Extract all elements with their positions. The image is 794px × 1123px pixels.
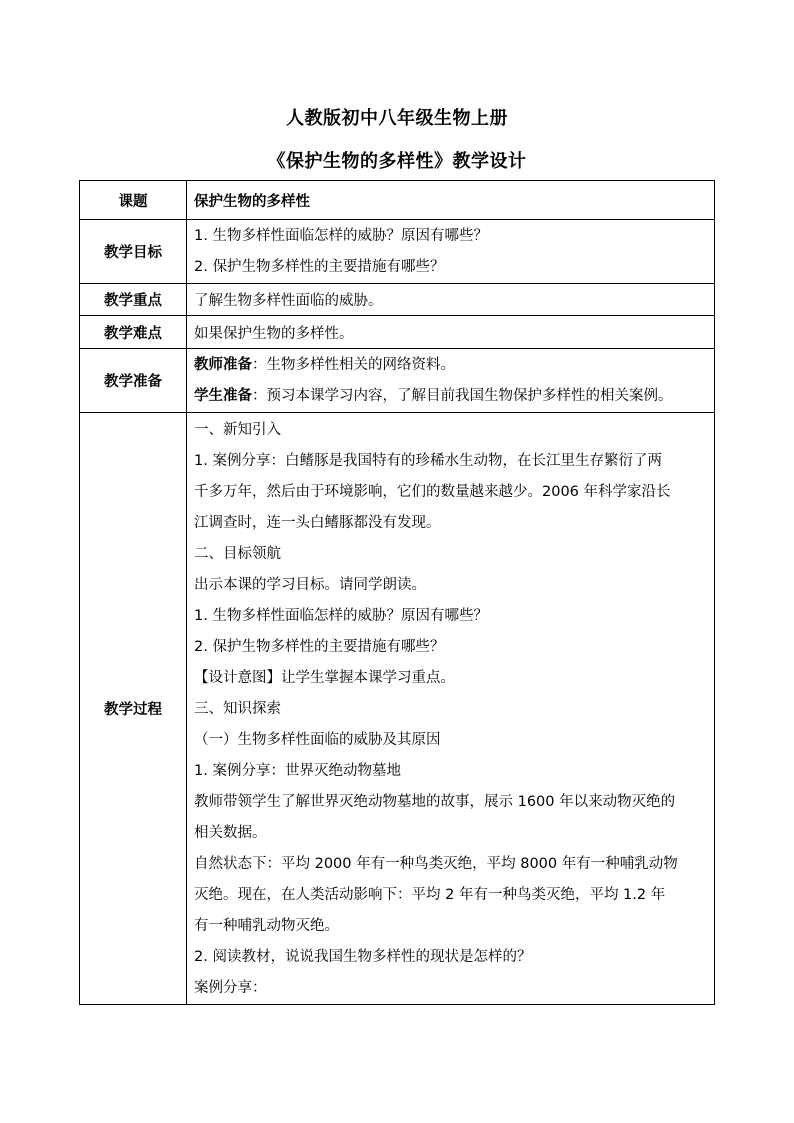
- process-line: 江调查时，连一头白鳍豚都没有发现。: [194, 514, 441, 531]
- process-line: 三、知识探索: [194, 700, 281, 717]
- teacher-preparation: [194, 350, 708, 381]
- goals-content: [187, 220, 715, 284]
- preparation-content: [187, 349, 715, 413]
- key-point-value: 了解生物多样性面临的威胁。: [187, 284, 715, 316]
- table-row-topic: [80, 181, 715, 220]
- difficulty-value: 如果保护生物的多样性。: [187, 316, 715, 349]
- process-line: 一、新知引入: [194, 421, 281, 438]
- process-line: 有一种哺乳动物灭绝。: [194, 917, 339, 934]
- process-content: [187, 413, 715, 1005]
- key-point-label: 教学重点: [80, 284, 187, 316]
- document-title: 人教版初中八年级生物上册: [286, 108, 508, 129]
- student-preparation-text: ：预习本课学习内容，了解目前我国生物保护多样性的相关案例。: [252, 387, 673, 404]
- goals-label: 教学目标: [80, 220, 187, 284]
- table-row-process: [80, 413, 715, 1005]
- preparation-label: 教学准备: [80, 349, 187, 413]
- table-row-preparation: [80, 349, 715, 413]
- process-line: 案例分享：: [194, 979, 267, 996]
- process-line: 自然状态下：平均 2000 年有一种鸟类灭绝，平均 8000 年有一种哺乳动物: [194, 855, 678, 872]
- student-preparation: [194, 381, 708, 412]
- student-preparation-label: 学生准备: [194, 387, 252, 404]
- process-line: 二、目标领航: [194, 545, 281, 562]
- process-line: （一）生物多样性面临的威胁及其原因: [194, 731, 441, 748]
- lesson-plan-table: [79, 180, 715, 1005]
- difficulty-label: 教学难点: [80, 316, 187, 349]
- process-line: 1. 生物多样性面临怎样的威胁？原因有哪些？: [194, 607, 488, 624]
- process-line: 【设计意图】让学生掌握本课学习重点。: [194, 669, 455, 686]
- process-line: 相关数据。: [194, 824, 267, 841]
- teacher-preparation-label: 教师准备: [194, 356, 252, 373]
- process-label: 教学过程: [80, 413, 187, 1005]
- table-row-difficulty: [80, 316, 715, 349]
- process-line: 教师带领学生了解世界灭绝动物墓地的故事，展示 1600 年以来动物灭绝的: [194, 793, 676, 810]
- document-subtitle: 《保护生物的多样性》教学设计: [267, 151, 527, 172]
- process-line: 千多万年，然后由于环境影响，它们的数量越来越少。2006 年科学家沿长: [194, 483, 671, 500]
- process-line: 2. 阅读教材，说说我国生物多样性的现状是怎样的？: [194, 948, 532, 965]
- topic-value: 保护生物的多样性: [187, 181, 715, 220]
- process-line: 灭绝。现在，在人类活动影响下：平均 2 年有一种鸟类灭绝，平均 1.2 年: [194, 886, 666, 903]
- goal-item: 1. 生物多样性面临怎样的威胁？原因有哪些？: [194, 227, 488, 244]
- teacher-preparation-text: ：生物多样性相关的网络资料。: [252, 356, 455, 373]
- table-row-key-point: [80, 284, 715, 316]
- process-line: 1. 案例分享：世界灭绝动物墓地: [194, 762, 401, 779]
- goal-item: 2. 保护生物多样性的主要措施有哪些？: [194, 258, 445, 275]
- process-line: 1. 案例分享：白鳍豚是我国特有的珍稀水生动物，在长江里生存繁衍了两: [194, 452, 662, 469]
- topic-label: 课题: [80, 181, 187, 220]
- process-line: 出示本课的学习目标。请同学朗读。: [194, 576, 426, 593]
- process-line: 2. 保护生物多样性的主要措施有哪些？: [194, 638, 445, 655]
- table-row-goals: [80, 220, 715, 284]
